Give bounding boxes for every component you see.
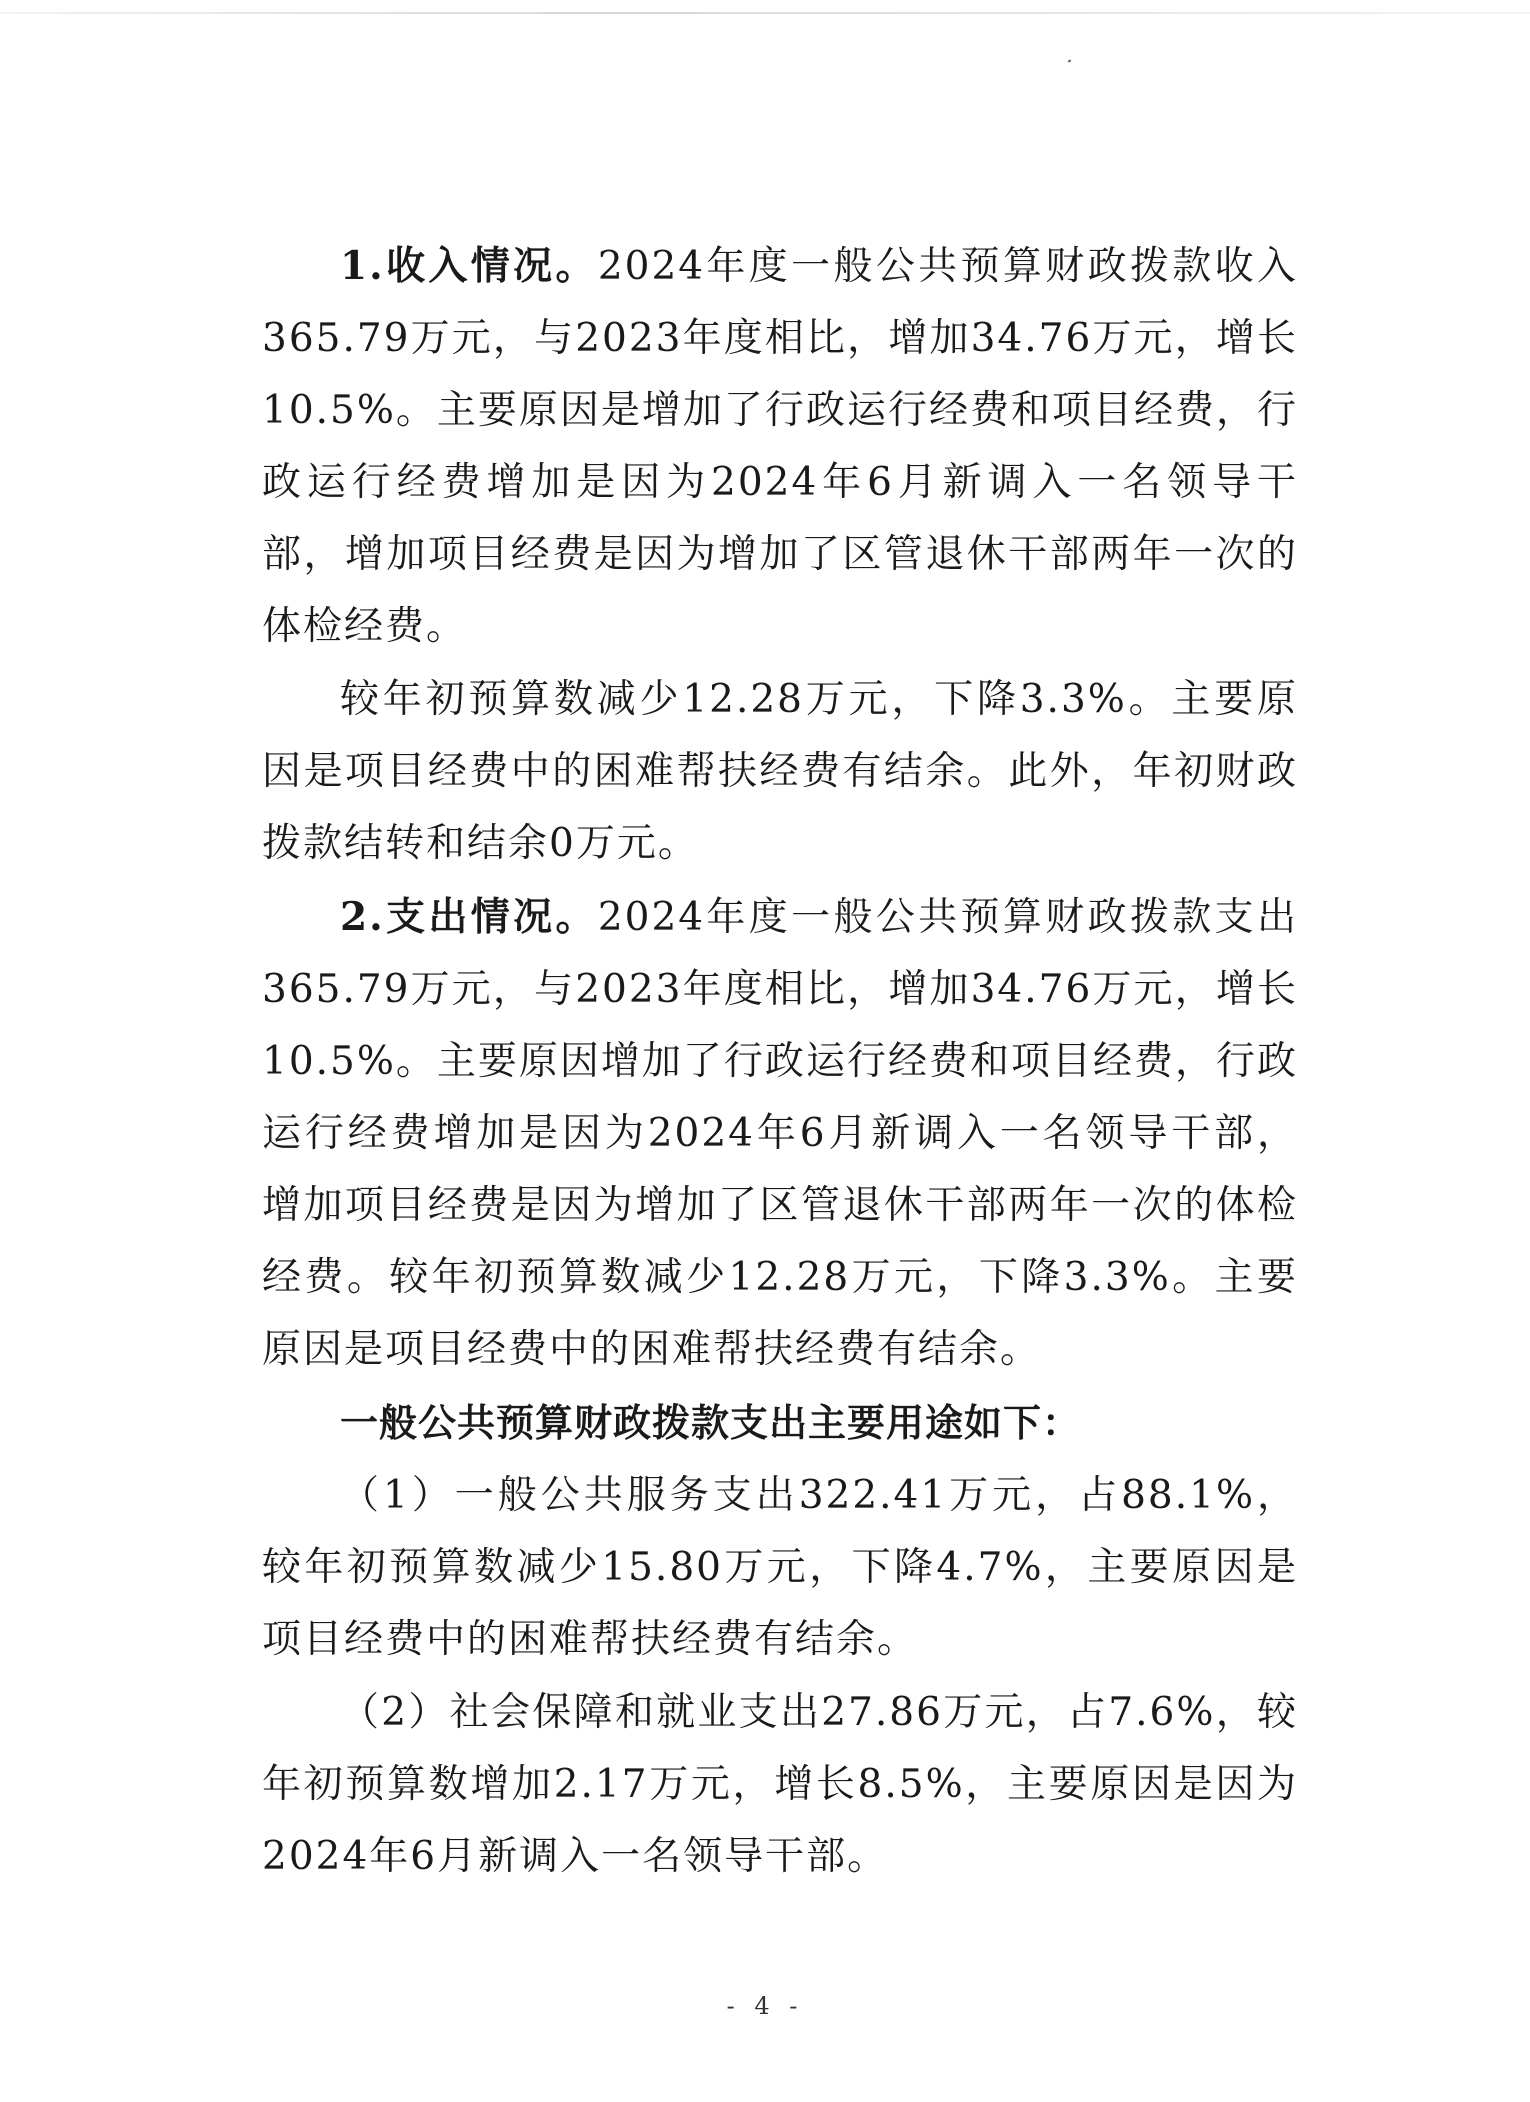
page-number: - 4 - (726, 1992, 804, 2020)
paragraph-uses-heading: 一般公共预算财政拨款支出主要用途如下： (340, 1400, 1082, 1445)
paragraph-social-security: （2）社会保障和就业支出27.86万元，占7.6%，较年初预算数增加2.17万元，增长8.5%，主要原因是因为2024年6月新调入一名领导干部。 (262, 1690, 1298, 1879)
income-heading: 1.收入情况。 (340, 243, 598, 289)
paragraph-income-vs-budget: 较年初预算数减少12.28万元，下降3.3%。主要原因是项目经费中的困难帮扶经费有结余。此外，年初财政拨款结转和结余0万元。 (262, 677, 1298, 866)
scan-top-edge (0, 12, 1530, 14)
paragraph-general-public-services: （1）一般公共服务支出322.41万元，占88.1%，较年初预算数减少15.80万元，下降4.7%，主要原因是项目经费中的困难帮扶经费有结余。 (262, 1473, 1298, 1662)
income-text: 2024年度一般公共预算财政拨款收入365.79万元，与2023年度相比，增加34.76万元，增长10.5%。主要原因是增加了行政运行经费和项目经费，行政运行经费增加是因为2024年6月新调入一名领导干部，增加项目经费是因为增加了区管退休干部两年一次的体检经费。 (262, 244, 1298, 649)
expenditure-text: 2024年度一般公共预算财政拨款支出365.79万元，与2023年度相比，增加34.76万元，增长10.5%。主要原因增加了行政运行经费和项目经费，行政运行经费增加是因为2024年6月新调入一名领导干部，增加项目经费是因为增加了区管退休干部两年一次的体检经费。较年初预算数减少12.28万元，下降3.3%。主要原因是项目经费中的困难帮扶经费有结余。 (262, 895, 1298, 1372)
expenditure-heading: 2.支出情况。 (340, 894, 598, 940)
document-body (262, 230, 1298, 1894)
paragraph-expenditure (262, 881, 1298, 1386)
paragraph-income (262, 230, 1298, 663)
scan-speck (1068, 59, 1072, 62)
